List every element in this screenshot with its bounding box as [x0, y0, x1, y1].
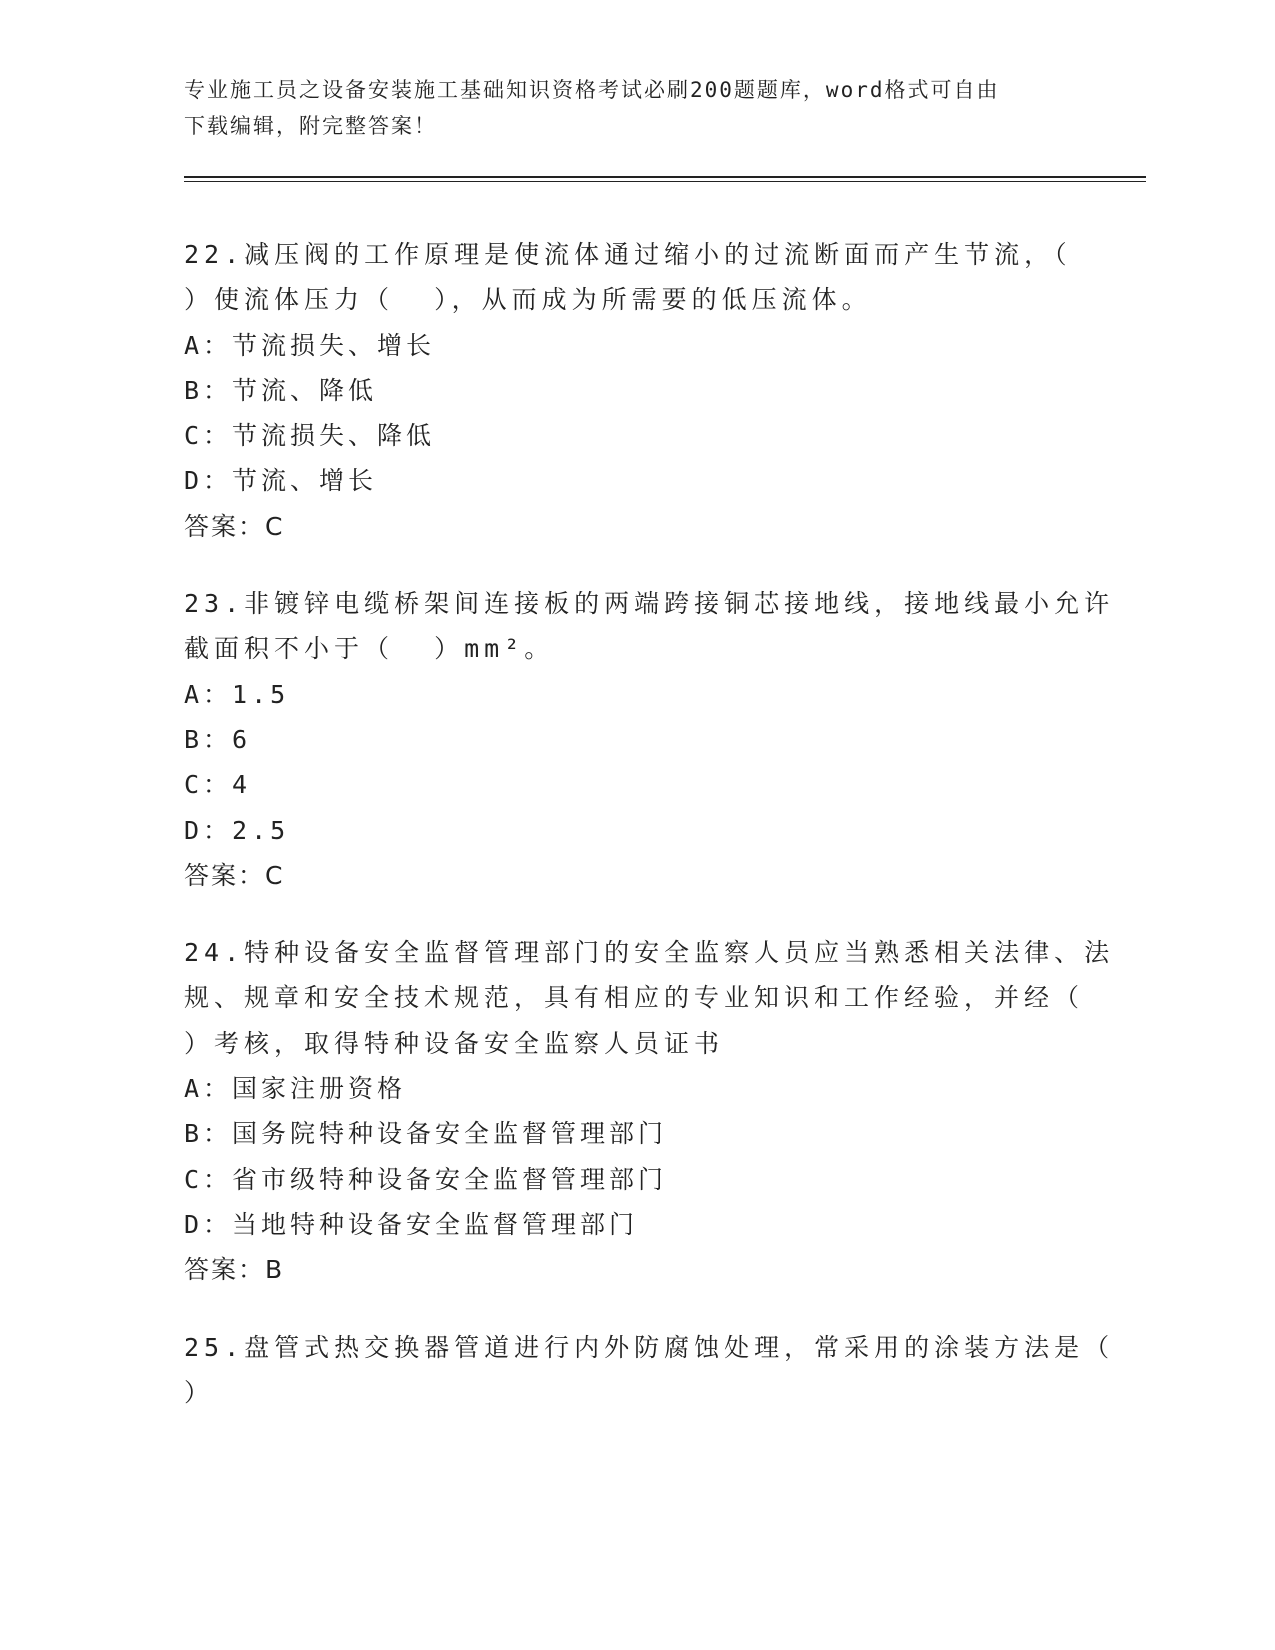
- option-c: C：4: [184, 770, 252, 800]
- option-a: A：节流损失、增长: [184, 330, 436, 360]
- question-24: [184, 930, 1115, 1292]
- answer: 答案：B: [184, 1255, 285, 1285]
- option-d: D：当地特种设备安全监督管理部门: [184, 1209, 639, 1239]
- header-divider-thin: [184, 181, 1146, 182]
- stem-line: 25.盘管式热交换器管道进行内外防腐蚀处理，常采用的涂装方法是（: [184, 1332, 1115, 1362]
- question-22: [184, 232, 1074, 549]
- document-header: [184, 72, 1064, 144]
- option-c: C：节流损失、降低: [184, 421, 436, 451]
- stem-line: ）考核，取得特种设备安全监察人员证书: [184, 1028, 725, 1058]
- stem-line: ）: [184, 1377, 215, 1407]
- stem-line: 23.非镀锌电缆桥架间连接板的两端跨接铜芯接地线，接地线最小允许: [184, 589, 1115, 619]
- option-d: D：节流、增长: [184, 466, 378, 496]
- option-c: C：省市级特种设备安全监督管理部门: [184, 1164, 668, 1194]
- answer: 答案：C: [184, 860, 285, 890]
- stem-line: 22.减压阀的工作原理是使流体通过缩小的过流断面而产生节流，（: [184, 240, 1072, 269]
- header-line-2: 下载编辑，附完整答案！: [184, 114, 437, 138]
- header-divider-thick: [184, 176, 1146, 178]
- option-a: A：1.5: [184, 679, 290, 709]
- answer: 答案：C: [184, 511, 285, 541]
- question-23: [184, 581, 1115, 898]
- question-stem: [184, 1325, 1115, 1416]
- question-stem: [184, 232, 1074, 323]
- stem-line: 截面积不小于（ ）mm²。: [184, 634, 555, 664]
- question-stem: [184, 581, 1115, 672]
- stem-line: 规、规章和安全技术规范，具有相应的专业知识和工作经验，并经（: [184, 983, 1085, 1013]
- option-b: B：国务院特种设备安全监督管理部门: [184, 1119, 668, 1149]
- option-b: B：节流、降低: [184, 375, 378, 405]
- question-stem: [184, 930, 1115, 1066]
- stem-line: 24.特种设备安全监督管理部门的安全监察人员应当熟悉相关法律、法: [184, 938, 1115, 968]
- question-list: [184, 232, 1115, 1447]
- question-25: [184, 1325, 1115, 1416]
- option-d: D：2.5: [184, 815, 290, 845]
- option-b: B：6: [184, 724, 252, 754]
- stem-line: ）使流体压力（ ），从而成为所需要的低压流体。: [184, 285, 872, 315]
- header-line-1: 专业施工员之设备安装施工基础知识资格考试必刷200题题库，word格式可自由: [184, 78, 1000, 102]
- option-a: A：国家注册资格: [184, 1074, 407, 1104]
